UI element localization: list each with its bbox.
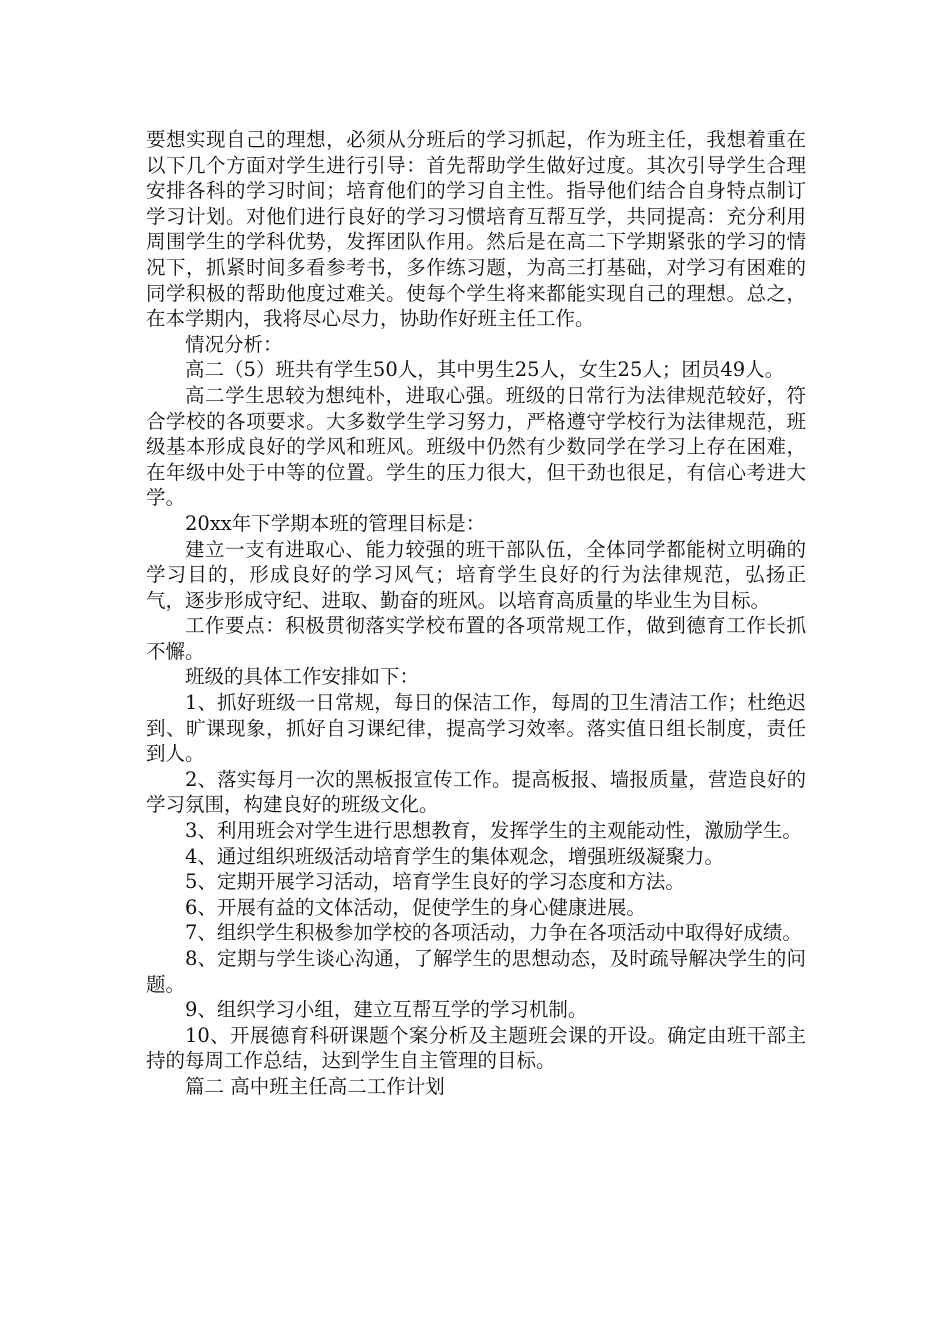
section-heading: 篇二 高中班主任高二工作计划 [185, 1074, 445, 1098]
list-item-7: 7、组织学生积极参加学校的各项活动，力争在各项活动中取得好成绩。 [185, 921, 802, 945]
list-item-9: 9、组织学习小组，建立互帮互学的学习机制。 [185, 998, 588, 1022]
list-item-3: 3、利用班会对学生进行思想教育，发挥学生的主观能动性，激励学生。 [185, 819, 802, 843]
list-item-5: 5、定期开展学习活动，培育学生良好的学习态度和方法。 [185, 870, 685, 894]
list-item-6: 6、开展有益的文体活动，促使学生的身心健康进展。 [185, 895, 646, 919]
paragraph-situation-heading: 情况分析： [185, 332, 283, 356]
paragraph-goal-heading: 20xx年下学期本班的管理目标是： [185, 511, 486, 535]
list-item-1: 1、抓好班级一日常规，每日的保洁工作，每周的卫生清洁工作；杜绝迟到、旷课现象，抓好自习课纪律，提高学习效率。落实值日组长制度，责任到人。 [146, 691, 806, 766]
list-item-8: 8、定期与学生谈心沟通，了解学生的思想动态，及时疏导解决学生的问题。 [146, 947, 806, 996]
list-item-4: 4、通过组织班级活动培育学生的集体观念，增强班级凝聚力。 [185, 844, 724, 868]
document-body [146, 127, 806, 1100]
paragraph-arrangement-heading: 班级的具体工作安排如下： [185, 665, 420, 689]
paragraph-student-analysis: 高二学生思较为想纯朴，进取心强。班级的日常行为法律规范较好，符合学校的各项要求。大多数学生学习努力，严格遵守学校行为法律规范，班级基本形成良好的学风和班风。班级中仍然有少数同学在学习上存在困难，在年级中处于中等的位置。学生的压力很大，但干劲也很足，有信心考进大学。 [146, 383, 806, 510]
paragraph-class-stats: 高二（5）班共有学生50人，其中男生25人，女生25人；团员49人。 [185, 358, 785, 382]
paragraph-goal: 建立一支有进取心、能力较强的班干部队伍，全体同学都能树立明确的学习目的，形成良好的学习风气；培育学生良好的行为法律规范，弘扬正气，逐步形成守纪、进取、勤奋的班风。以培育高质量的毕业生为目标。 [146, 537, 806, 612]
paragraph-intro: 要想实现自己的理想，必须从分班后的学习抓起，作为班主任，我想着重在以下几个方面对学生进行引导：首先帮助学生做好过度。其次引导学生合理安排各科的学习时间；培育他们的学习自主性。指导他们结合自身特点制订学习计划。对他们进行良好的学习习惯培育互帮互学，共同提高：充分利用周围学生的学科优势，发挥团队作用。然后是在高二下学期紧张的学习的情况下，抓紧时间多看参考书，多作练习题，为高三打基础，对学习有困难的同学积极的帮助他度过难关。使每个学生将来都能实现自己的理想。总之，在本学期内，我将尽心尽力，协助作好班主任工作。 [146, 128, 806, 331]
paragraph-work-points: 工作要点：积极贯彻落实学校布置的各项常规工作，做到德育工作长抓不懈。 [146, 614, 806, 663]
list-item-10: 10、开展德育科研课题个案分析及主题班会课的开设。确定由班干部主持的每周工作总结，达到学生自主管理的目标。 [146, 1023, 806, 1073]
list-item-2: 2、落实每月一次的黑板报宣传工作。提高板报、墙报质量，营造良好的学习氛围，构建良好的班级文化。 [146, 767, 806, 817]
